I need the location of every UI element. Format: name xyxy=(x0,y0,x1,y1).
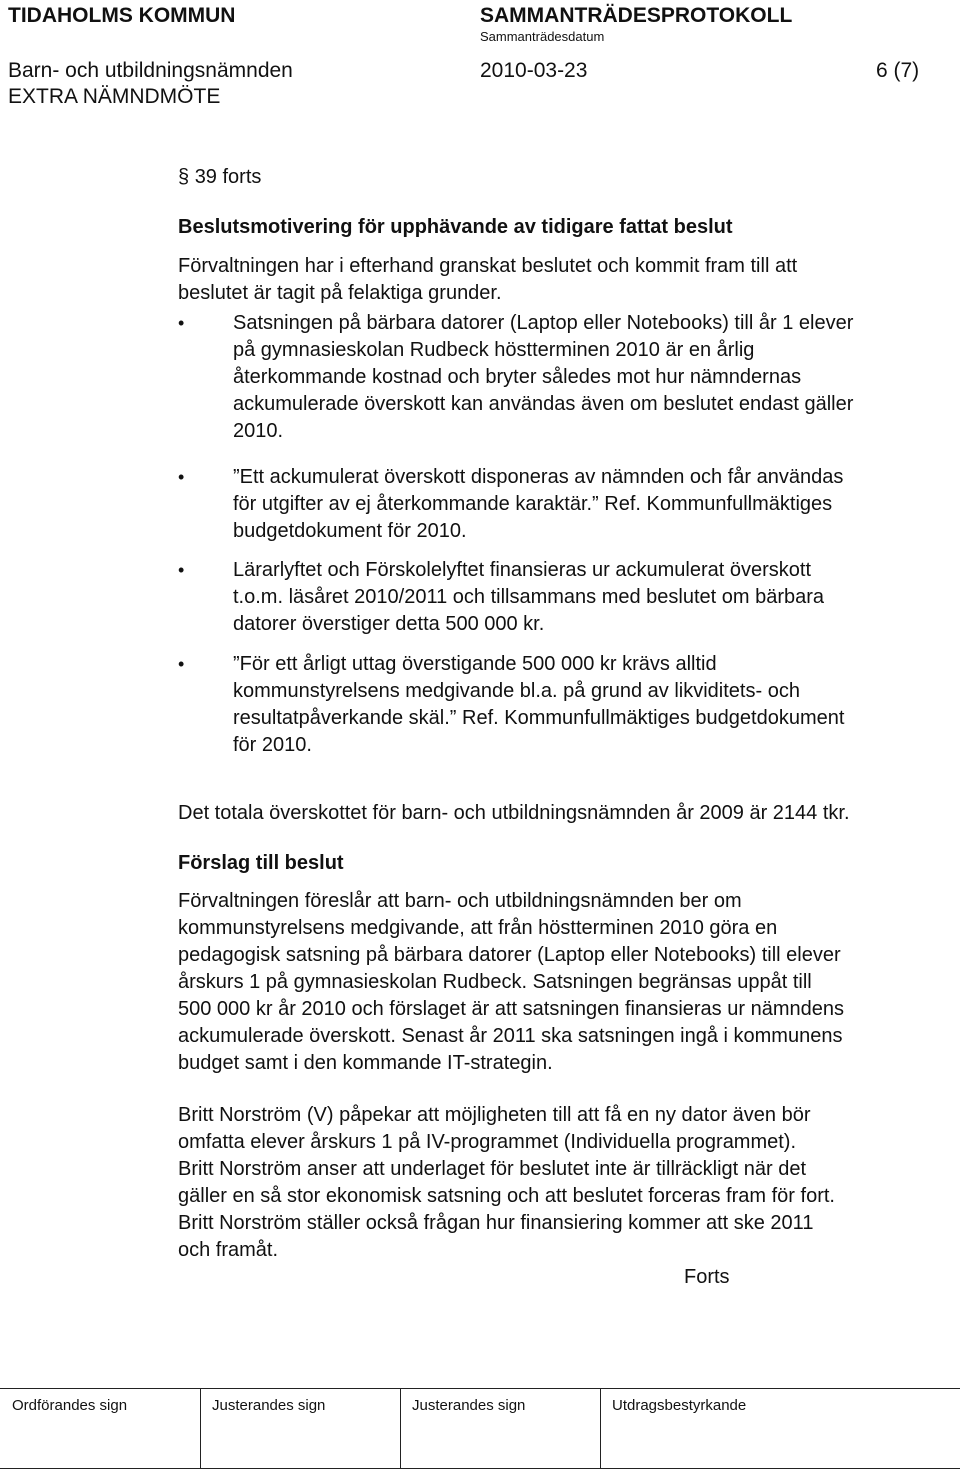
signature-top-rule xyxy=(0,1388,960,1389)
signature-adjuster-2: Justerandes sign xyxy=(412,1397,526,1414)
list-item xyxy=(178,310,938,445)
list-item xyxy=(178,651,938,759)
page-number: 6 (7) xyxy=(876,59,920,82)
signature-divider xyxy=(400,1389,401,1469)
signature-adjuster-1: Justerandes sign xyxy=(212,1397,326,1414)
signature-divider xyxy=(200,1389,201,1469)
signature-certification: Utdragsbestyrkande xyxy=(612,1397,747,1414)
document-type: SAMMANTRÄDESPROTOKOLL xyxy=(480,4,793,27)
section-number xyxy=(178,164,261,191)
discussion-text: Britt Norström (V) påpekar att möjligheten till att få en ny dator även bör omfatta elever årskurs 1 på IV-programmet (Individuella programmet). Britt Norström anser att underlaget för beslutet inte är tillräckligt när det gäller en så stor ekonomisk satsning och att beslutet forceras fram för fort. Britt Norström ställer också frågan hur finansiering kommer att ske 2011 och framåt. xyxy=(178,1104,835,1261)
committee-name: Barn- och utbildningsnämnden xyxy=(8,59,293,82)
signature-divider xyxy=(600,1389,601,1469)
bullet-text: Satsningen på bärbara datorer (Laptop eller Notebooks) till år 1 elever på gymnasieskolan Rudbeck höstterminen 2010 är en årlig återkommande kostnad och bryter således mot hur nämndernas ackumulerade överskott kan användas även om beslutet endast gäller 2010. xyxy=(233,312,854,442)
signature-bottom-rule xyxy=(0,1468,960,1469)
section-label: 39 forts xyxy=(194,166,262,188)
organization-name: TIDAHOLMS KOMMUN xyxy=(8,4,236,27)
proposal-text: Förvaltningen föreslår att barn- och utbildningsnämnden ber om kommunstyrelsens medgivande, att från höstterminen 2010 göra en pedagogisk satsning på bärbara datorer (Laptop eller Notebooks) till elever årskurs 1 på gymnasieskolan Rudbeck. Satsningen begränsas uppåt till 500 000 kr år 2010 och förslaget är att satsningen finansieras ur nämndens ackumulerade överskott. Senast år 2011 ska satsningen ingå i kommunens budget samt i den kommande IT-strategin. xyxy=(178,890,844,1074)
motivation-intro: Förvaltningen har i efterhand granskat beslutet och kommit fram till att beslutet är tagit på felaktiga grunder. xyxy=(178,255,798,304)
bullet-text: Lärarlyftet och Förskolelyftet finansieras ur ackumulerat överskott t.o.m. läsåret 2010/2011 och tillsammans med beslutet om bärbara datorer överstiger detta 500 000 kr. xyxy=(233,559,825,635)
meeting-type: EXTRA NÄMNDMÖTE xyxy=(8,85,221,108)
bullet-icon: • xyxy=(178,654,185,674)
bullet-text: ”För ett årligt uttag överstigande 500 000 kr krävs alltid kommunstyrelsens medgivande bl.a. på grund av likviditets- och resultatpåverkande skäl.” Ref. Kommunfullmäktiges budgetdokument för 2010. xyxy=(233,653,845,756)
meeting-date: 2010-03-23 xyxy=(480,59,588,82)
list-item xyxy=(178,464,938,545)
proposal-heading: Förslag till beslut xyxy=(178,852,344,874)
bullet-icon: • xyxy=(178,560,185,580)
list-item xyxy=(178,557,938,638)
signature-chair: Ordförandes sign xyxy=(12,1397,128,1414)
motivation-heading: Beslutsmotivering för upphävande av tidigare fattat beslut xyxy=(178,216,733,238)
bullet-text: ”Ett ackumulerat överskott disponeras av nämnden och får användas för utgifter av ej återkommande karaktär.” Ref. Kommunfullmäktiges budgetdokument för 2010. xyxy=(233,466,844,542)
bullet-icon: • xyxy=(178,313,185,333)
bullet-icon: • xyxy=(178,467,185,487)
section-mark-icon: § xyxy=(178,166,190,188)
total-surplus-text: Det totala överskottet för barn- och utbildningsnämnden år 2009 är 2144 tkr. xyxy=(178,802,850,824)
continuation-label: Forts xyxy=(684,1266,730,1288)
date-label: Sammanträdesdatum xyxy=(480,29,605,44)
